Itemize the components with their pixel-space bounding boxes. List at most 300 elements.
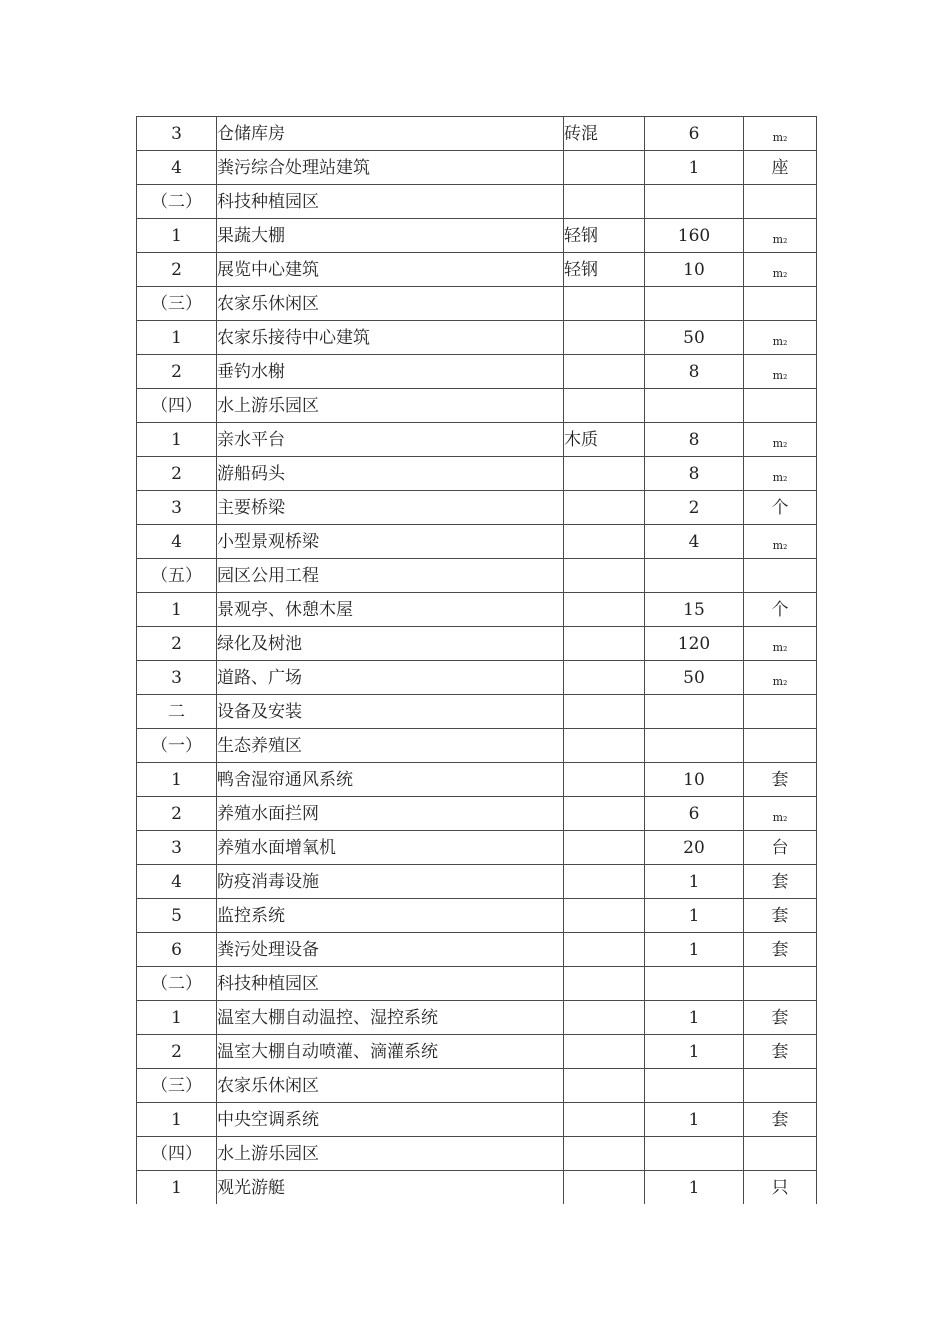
item-name-cell	[217, 151, 564, 185]
quantity: 160	[677, 225, 711, 246]
unit: 个	[771, 599, 789, 620]
quantity-cell	[645, 1103, 744, 1137]
material-cell	[564, 423, 645, 457]
row-number-cell	[137, 117, 217, 151]
material-cell	[564, 389, 645, 423]
item-name: 观光游艇	[217, 1177, 285, 1198]
item-name-cell	[217, 423, 564, 457]
item-name-cell	[217, 933, 564, 967]
item-name: 水上游乐园区	[217, 395, 319, 416]
item-name-cell	[217, 1069, 564, 1103]
row-number: （一）	[151, 735, 202, 756]
quantity: 6	[688, 123, 700, 144]
item-name: 主要桥梁	[217, 497, 285, 518]
quantity: 8	[688, 463, 700, 484]
material-cell	[564, 1035, 645, 1069]
unit: m₂	[772, 334, 788, 348]
row-number: （二）	[151, 973, 202, 994]
item-name-cell	[217, 287, 564, 321]
unit: m₂	[772, 674, 788, 688]
quantity-cell	[645, 253, 744, 287]
unit-cell	[744, 797, 817, 831]
unit-cell	[744, 1171, 817, 1205]
quantity-cell	[645, 763, 744, 797]
row-number: 1	[171, 429, 182, 450]
material-cell	[564, 899, 645, 933]
item-name-cell	[217, 117, 564, 151]
row-number-cell	[137, 593, 217, 627]
unit-cell	[744, 763, 817, 797]
quantity: 8	[688, 361, 700, 382]
unit-cell	[744, 525, 817, 559]
table-row	[137, 1069, 817, 1103]
item-name: 仓储库房	[217, 123, 285, 144]
unit-cell	[744, 321, 817, 355]
material-cell	[564, 695, 645, 729]
unit: 套	[771, 939, 789, 960]
table-row	[137, 457, 817, 491]
quantity-cell	[645, 287, 744, 321]
quantity-cell	[645, 117, 744, 151]
table-row	[137, 525, 817, 559]
item-name-cell	[217, 967, 564, 1001]
material-cell	[564, 287, 645, 321]
quantity-cell	[645, 797, 744, 831]
quantity: 2	[688, 497, 700, 518]
quantity: 4	[688, 531, 700, 552]
unit: m₂	[772, 130, 788, 144]
item-name-cell	[217, 491, 564, 525]
quantity-cell	[645, 695, 744, 729]
table-row	[137, 1035, 817, 1069]
quantity-cell	[645, 1171, 744, 1205]
row-number-cell	[137, 355, 217, 389]
unit-cell	[744, 1001, 817, 1035]
quantity-cell	[645, 355, 744, 389]
table-row	[137, 185, 817, 219]
row-number-cell	[137, 1069, 217, 1103]
row-number-cell	[137, 763, 217, 797]
row-number-cell	[137, 1171, 217, 1205]
material-cell	[564, 219, 645, 253]
items-table-body	[137, 117, 817, 1205]
material-cell	[564, 627, 645, 661]
item-name-cell	[217, 525, 564, 559]
row-number-cell	[137, 1001, 217, 1035]
row-number: （三）	[151, 293, 202, 314]
row-number: 2	[171, 259, 182, 280]
unit-cell	[744, 729, 817, 763]
unit-cell	[744, 967, 817, 1001]
item-name: 道路、广场	[217, 667, 302, 688]
row-number-cell	[137, 865, 217, 899]
item-name: 展览中心建筑	[217, 259, 319, 280]
unit-cell	[744, 1069, 817, 1103]
row-number: 1	[171, 225, 182, 246]
material-cell	[564, 253, 645, 287]
unit-cell	[744, 253, 817, 287]
row-number: 3	[171, 667, 182, 688]
unit: 座	[771, 157, 789, 178]
item-name: 垂钓水榭	[217, 361, 285, 382]
unit-cell	[744, 865, 817, 899]
quantity-cell	[645, 831, 744, 865]
quantity-cell	[645, 457, 744, 491]
item-name: 养殖水面拦网	[217, 803, 319, 824]
quantity-cell	[645, 1035, 744, 1069]
row-number: 2	[171, 803, 182, 824]
table-row	[137, 423, 817, 457]
quantity-cell	[645, 627, 744, 661]
quantity: 1	[688, 157, 700, 178]
item-name-cell	[217, 593, 564, 627]
row-number-cell	[137, 559, 217, 593]
unit: 套	[771, 1007, 789, 1028]
table-row	[137, 899, 817, 933]
unit-cell	[744, 185, 817, 219]
row-number-cell	[137, 525, 217, 559]
table-row	[137, 627, 817, 661]
quantity-cell	[645, 491, 744, 525]
item-name-cell	[217, 695, 564, 729]
material: 木质	[564, 429, 598, 450]
unit-cell	[744, 1103, 817, 1137]
row-number: 2	[171, 463, 182, 484]
item-name: 农家乐休闲区	[217, 293, 319, 314]
material-cell	[564, 185, 645, 219]
quantity-cell	[645, 967, 744, 1001]
row-number-cell	[137, 967, 217, 1001]
material-cell	[564, 865, 645, 899]
material-cell	[564, 457, 645, 491]
unit: m₂	[772, 538, 788, 552]
table-row	[137, 661, 817, 695]
row-number-cell	[137, 287, 217, 321]
unit: m₂	[772, 810, 788, 824]
unit: m₂	[772, 232, 788, 246]
row-number: 1	[171, 1177, 182, 1198]
material-cell	[564, 491, 645, 525]
quantity: 10	[683, 769, 705, 790]
row-number-cell	[137, 695, 217, 729]
row-number: （三）	[151, 1075, 202, 1096]
quantity-cell	[645, 729, 744, 763]
row-number: 4	[171, 871, 182, 892]
material: 轻钢	[564, 259, 598, 280]
quantity: 1	[688, 905, 700, 926]
item-name-cell	[217, 253, 564, 287]
quantity-cell	[645, 933, 744, 967]
table-row	[137, 491, 817, 525]
unit-cell	[744, 899, 817, 933]
unit: m₂	[772, 368, 788, 382]
item-name-cell	[217, 457, 564, 491]
row-number: 3	[171, 497, 182, 518]
item-name-cell	[217, 1137, 564, 1171]
row-number: 1	[171, 327, 182, 348]
quantity: 1	[688, 1007, 700, 1028]
unit-cell	[744, 695, 817, 729]
row-number-cell	[137, 389, 217, 423]
material: 砖混	[564, 123, 598, 144]
table-row	[137, 559, 817, 593]
unit-cell	[744, 219, 817, 253]
row-number: 1	[171, 769, 182, 790]
row-number: 1	[171, 1007, 182, 1028]
quantity: 50	[683, 667, 705, 688]
unit: m₂	[772, 470, 788, 484]
item-name: 科技种植园区	[217, 973, 319, 994]
quantity-cell	[645, 899, 744, 933]
quantity: 1	[688, 1109, 700, 1130]
row-number: （四）	[151, 395, 202, 416]
material-cell	[564, 1171, 645, 1205]
table-row	[137, 389, 817, 423]
table-row	[137, 831, 817, 865]
table-row	[137, 253, 817, 287]
item-name: 温室大棚自动温控、湿控系统	[217, 1007, 438, 1028]
table-row	[137, 1103, 817, 1137]
item-name-cell	[217, 627, 564, 661]
unit: 个	[771, 497, 789, 518]
row-number-cell	[137, 253, 217, 287]
unit: 台	[771, 837, 789, 858]
unit-cell	[744, 423, 817, 457]
row-number: 3	[171, 123, 182, 144]
unit: 套	[771, 1109, 789, 1130]
row-number-cell	[137, 321, 217, 355]
quantity: 6	[688, 803, 700, 824]
item-name: 游船码头	[217, 463, 285, 484]
row-number-cell	[137, 423, 217, 457]
unit: 套	[771, 871, 789, 892]
item-name: 中央空调系统	[217, 1109, 319, 1130]
row-number-cell	[137, 185, 217, 219]
row-number: （五）	[151, 565, 202, 586]
item-name-cell	[217, 185, 564, 219]
row-number-cell	[137, 1103, 217, 1137]
material-cell	[564, 593, 645, 627]
table-row	[137, 593, 817, 627]
unit-cell	[744, 661, 817, 695]
material-cell	[564, 1069, 645, 1103]
item-name: 小型景观桥梁	[217, 531, 319, 552]
material: 轻钢	[564, 225, 598, 246]
unit-cell	[744, 559, 817, 593]
quantity-cell	[645, 661, 744, 695]
item-name: 绿化及树池	[217, 633, 302, 654]
item-name: 景观亭、休憩木屋	[217, 599, 353, 620]
quantity-cell	[645, 1001, 744, 1035]
row-number-cell	[137, 219, 217, 253]
unit-cell	[744, 287, 817, 321]
row-number: 二	[168, 701, 185, 722]
item-name-cell	[217, 355, 564, 389]
row-number: 2	[171, 633, 182, 654]
item-name-cell	[217, 321, 564, 355]
item-name-cell	[217, 559, 564, 593]
unit: m₂	[772, 266, 788, 280]
item-name-cell	[217, 1001, 564, 1035]
unit-cell	[744, 457, 817, 491]
table-row	[137, 797, 817, 831]
row-number: 1	[171, 1109, 182, 1130]
quantity: 20	[683, 837, 705, 858]
quantity-cell	[645, 1137, 744, 1171]
material-cell	[564, 933, 645, 967]
item-name: 水上游乐园区	[217, 1143, 319, 1164]
item-name: 鸭舍湿帘通风系统	[217, 769, 353, 790]
quantity: 1	[688, 871, 700, 892]
row-number-cell	[137, 899, 217, 933]
item-name: 果蔬大棚	[217, 225, 285, 246]
item-name: 监控系统	[217, 905, 285, 926]
item-name-cell	[217, 865, 564, 899]
quantity-cell	[645, 865, 744, 899]
table-row	[137, 695, 817, 729]
quantity: 1	[688, 939, 700, 960]
unit-cell	[744, 627, 817, 661]
table-row	[137, 219, 817, 253]
item-name: 温室大棚自动喷灌、滴灌系统	[217, 1041, 438, 1062]
row-number: 1	[171, 599, 182, 620]
quantity: 1	[688, 1041, 700, 1062]
item-name: 养殖水面增氧机	[217, 837, 336, 858]
item-name-cell	[217, 763, 564, 797]
row-number: 5	[171, 905, 182, 926]
table-row	[137, 763, 817, 797]
unit-cell	[744, 593, 817, 627]
table-row	[137, 321, 817, 355]
row-number-cell	[137, 627, 217, 661]
item-name-cell	[217, 1103, 564, 1137]
row-number: 4	[171, 531, 182, 552]
material-cell	[564, 355, 645, 389]
table-row	[137, 1171, 817, 1205]
table-row	[137, 117, 817, 151]
item-name-cell	[217, 1035, 564, 1069]
item-name-cell	[217, 831, 564, 865]
table-row	[137, 729, 817, 763]
table-row	[137, 967, 817, 1001]
quantity: 1	[688, 1177, 700, 1198]
quantity: 15	[683, 599, 705, 620]
unit-cell	[744, 933, 817, 967]
row-number-cell	[137, 729, 217, 763]
item-name: 农家乐休闲区	[217, 1075, 319, 1096]
item-name-cell	[217, 899, 564, 933]
row-number-cell	[137, 831, 217, 865]
row-number: 6	[171, 939, 182, 960]
quantity-cell	[645, 321, 744, 355]
row-number-cell	[137, 1035, 217, 1069]
unit: 套	[771, 905, 789, 926]
material-cell	[564, 967, 645, 1001]
unit: m₂	[772, 436, 788, 450]
item-name-cell	[217, 661, 564, 695]
row-number: （四）	[151, 1143, 202, 1164]
unit: 套	[771, 1041, 789, 1062]
quantity-cell	[645, 1069, 744, 1103]
row-number-cell	[137, 933, 217, 967]
quantity-cell	[645, 525, 744, 559]
row-number-cell	[137, 151, 217, 185]
row-number: 2	[171, 361, 182, 382]
material-cell	[564, 661, 645, 695]
item-name: 亲水平台	[217, 429, 285, 450]
item-name-cell	[217, 797, 564, 831]
table-row	[137, 865, 817, 899]
unit: 只	[771, 1177, 789, 1198]
quantity-cell	[645, 185, 744, 219]
quantity: 120	[677, 633, 711, 654]
row-number: 3	[171, 837, 182, 858]
quantity: 50	[683, 327, 705, 348]
item-name-cell	[217, 389, 564, 423]
item-name: 防疫消毒设施	[217, 871, 319, 892]
item-name: 园区公用工程	[217, 565, 319, 586]
material-cell	[564, 117, 645, 151]
item-name: 设备及安装	[217, 701, 302, 722]
quantity-cell	[645, 151, 744, 185]
row-number-cell	[137, 457, 217, 491]
material-cell	[564, 559, 645, 593]
quantity-cell	[645, 389, 744, 423]
unit-cell	[744, 389, 817, 423]
material-cell	[564, 763, 645, 797]
table-row	[137, 151, 817, 185]
item-name: 生态养殖区	[217, 735, 302, 756]
row-number: （二）	[151, 191, 202, 212]
table-row	[137, 1001, 817, 1035]
material-cell	[564, 151, 645, 185]
unit-cell	[744, 355, 817, 389]
items-table	[136, 116, 817, 1204]
unit: 套	[771, 769, 789, 790]
material-cell	[564, 321, 645, 355]
unit-cell	[744, 1137, 817, 1171]
item-name: 粪污综合处理站建筑	[217, 157, 370, 178]
item-name-cell	[217, 219, 564, 253]
item-name: 科技种植园区	[217, 191, 319, 212]
quantity-cell	[645, 219, 744, 253]
unit-cell	[744, 831, 817, 865]
material-cell	[564, 1103, 645, 1137]
quantity: 10	[683, 259, 705, 280]
table-row	[137, 287, 817, 321]
row-number-cell	[137, 797, 217, 831]
item-name-cell	[217, 1171, 564, 1205]
quantity: 8	[688, 429, 700, 450]
material-cell	[564, 729, 645, 763]
row-number: 4	[171, 157, 182, 178]
table-row	[137, 1137, 817, 1171]
row-number-cell	[137, 491, 217, 525]
row-number-cell	[137, 661, 217, 695]
row-number-cell	[137, 1137, 217, 1171]
quantity-cell	[645, 593, 744, 627]
table-row	[137, 933, 817, 967]
item-name: 农家乐接待中心建筑	[217, 327, 370, 348]
material-cell	[564, 525, 645, 559]
unit-cell	[744, 491, 817, 525]
row-number: 2	[171, 1041, 182, 1062]
quantity-cell	[645, 423, 744, 457]
quantity-cell	[645, 559, 744, 593]
material-cell	[564, 831, 645, 865]
unit-cell	[744, 151, 817, 185]
item-name-cell	[217, 729, 564, 763]
